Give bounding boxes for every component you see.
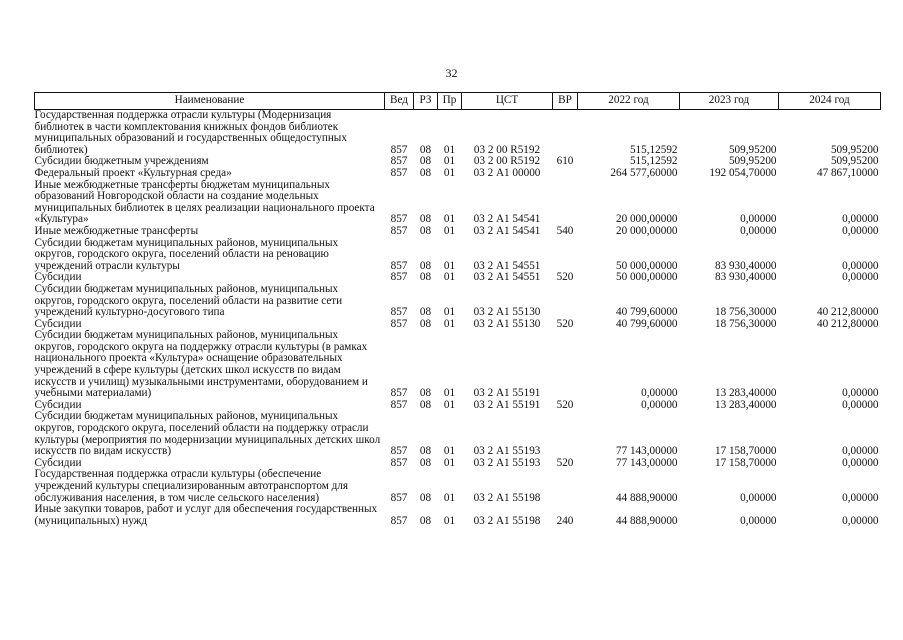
row-2024-cell: 0,00000 [842, 514, 879, 527]
row-name-cell: Субсидии [34, 271, 82, 284]
row-pr-cell: 01 [443, 317, 456, 330]
table-row [35, 168, 881, 180]
row-name-cell: Субсидии бюджетам муниципальных районов, муниципальных округов, городского округа, поселений области на развитие сети учреждений культурно-досугового типа [34, 282, 343, 319]
row-name-cell: Федеральный проект «Культурная среда» [34, 166, 232, 179]
row-vr-cell: 240 [556, 514, 574, 527]
row-pr-cell: 01 [443, 456, 456, 469]
header-2024: 2024 год [779, 93, 881, 110]
row-ved-cell: 857 [390, 445, 408, 458]
row-2022-cell: 40 799,60000 [615, 317, 678, 330]
row-2024-cell: 0,00000 [842, 271, 879, 284]
row-2022-cell: 515,12592 [629, 155, 678, 168]
row-2022-cell: 77 143,00000 [615, 456, 678, 469]
header-ved: Вед [385, 93, 414, 110]
row-2023-cell: 18 756,30000 [714, 317, 777, 330]
row-2022-cell: 50 000,00000 [615, 259, 678, 272]
row-2022-cell: 0,00000 [641, 398, 678, 411]
row-cst-cell: 03 2 А1 54551 [473, 271, 541, 284]
row-2024-cell: 0,00000 [842, 213, 879, 226]
row-ved-cell: 857 [390, 155, 408, 168]
row-2022-cell: 40 799,60000 [615, 306, 678, 319]
table-row [35, 226, 881, 238]
row-2024-cell: 509,95200 [830, 143, 879, 156]
header-cst: ЦСТ [462, 93, 553, 110]
row-ved-cell: 857 [390, 224, 408, 237]
header-2022: 2022 год [578, 93, 680, 110]
table-row [35, 330, 881, 400]
row-ved-cell: 857 [390, 514, 408, 527]
row-2023-cell: 13 283,40000 [714, 387, 777, 400]
table-row [35, 411, 881, 457]
row-2022-cell: 44 888,90000 [615, 514, 678, 527]
row-2024-cell: 509,95200 [830, 155, 879, 168]
row-rz-cell: 08 [419, 271, 432, 284]
row-2023-cell: 509,95200 [728, 155, 777, 168]
row-vr-cell: 540 [556, 224, 574, 237]
row-2022-cell: 77 143,00000 [615, 445, 678, 458]
row-ved-cell: 857 [390, 491, 408, 504]
header-name: Наименование [35, 93, 385, 110]
row-2024-cell: 40 212,80000 [816, 317, 879, 330]
row-vr-cell: 610 [556, 155, 574, 168]
header-pr: Пр [438, 93, 462, 110]
row-pr-cell: 01 [443, 514, 456, 527]
row-pr-cell: 01 [443, 398, 456, 411]
row-ved-cell: 857 [390, 317, 408, 330]
row-ved-cell: 857 [390, 456, 408, 469]
row-cst-cell: 03 2 А1 54551 [473, 259, 541, 272]
header-2023: 2023 год [680, 93, 779, 110]
row-2022-cell: 44 888,90000 [615, 491, 678, 504]
row-rz-cell: 08 [419, 491, 432, 504]
row-pr-cell: 01 [443, 306, 456, 319]
row-cst-cell: 03 2 А1 55198 [473, 491, 541, 504]
row-ved-cell: 857 [390, 271, 408, 284]
row-ved-cell: 857 [390, 259, 408, 272]
row-ved-cell: 857 [390, 398, 408, 411]
budget-table [34, 92, 881, 527]
row-rz-cell: 08 [419, 213, 432, 226]
row-pr-cell: 01 [443, 224, 456, 237]
row-cst-cell: 03 2 А1 54541 [473, 224, 541, 237]
row-ved-cell: 857 [390, 306, 408, 319]
row-cst-cell: 03 2 А1 00000 [473, 166, 541, 179]
row-cst-cell: 03 2 А1 55193 [473, 456, 541, 469]
row-2023-cell: 0,00000 [740, 514, 777, 527]
row-vr-cell: 520 [556, 317, 574, 330]
row-pr-cell: 01 [443, 166, 456, 179]
row-cst-cell: 03 2 А1 55130 [473, 317, 541, 330]
row-cst-cell: 03 2 00 R5192 [473, 143, 541, 156]
row-2022-cell: 20 000,00000 [615, 213, 678, 226]
row-rz-cell: 08 [419, 514, 432, 527]
row-2024-cell: 0,00000 [842, 491, 879, 504]
row-ved-cell: 857 [390, 213, 408, 226]
table-row [35, 469, 881, 504]
row-vr-cell [553, 330, 578, 400]
table-row [35, 110, 881, 157]
row-name-cell: Субсидии бюджетам муниципальных районов, муниципальных округов, городского округа, поселений области на поддержку отрасли культуры (мероприятия по модернизации муниципальных детских школ искусств по видам искусств) [34, 410, 381, 458]
row-vr-cell [553, 469, 578, 504]
row-2024-cell: 0,00000 [842, 398, 879, 411]
row-2023-cell: 0,00000 [740, 224, 777, 237]
row-ved-cell: 857 [390, 143, 408, 156]
table-header-row [35, 93, 881, 110]
row-name-cell: Иные межбюджетные трансферты [34, 224, 199, 237]
row-name-cell: Государственная поддержка отрасли культуры (обеспечение учреждений культуры специализированным автотранспортом для обслуживания населения, в том числе сельского населения) [34, 468, 349, 504]
row-2023-cell: 192 054,70000 [709, 166, 777, 179]
row-2022-cell: 20 000,00000 [615, 224, 678, 237]
row-2024-cell: 0,00000 [842, 259, 879, 272]
row-name-cell: Субсидии [34, 398, 82, 411]
row-rz-cell: 08 [419, 456, 432, 469]
row-rz-cell: 08 [419, 224, 432, 237]
row-2023-cell: 0,00000 [740, 213, 777, 226]
row-vr-cell [553, 180, 578, 226]
table-row [35, 238, 881, 273]
row-name-cell: Субсидии [34, 317, 82, 330]
row-2023-cell: 509,95200 [728, 143, 777, 156]
row-2022-cell: 264 577,60000 [610, 166, 678, 179]
row-2023-cell: 83 930,40000 [714, 271, 777, 284]
row-name-cell: Субсидии бюджетам муниципальных районов, муниципальных округов, городского округа на поддержку отрасли культуры (в рамках национального проекта «Культура» оснащение образовательных учреждений в сфере культуры (детских школ искусств по видам искусств и училищ) музыкальными инструментами, оборудованием и учебными материалами) [34, 329, 368, 400]
row-rz-cell: 08 [419, 317, 432, 330]
row-2023-cell: 13 283,40000 [714, 398, 777, 411]
row-cst-cell: 03 2 А1 55198 [473, 514, 541, 527]
row-vr-cell [553, 411, 578, 457]
row-2023-cell: 17 158,70000 [714, 445, 777, 458]
row-2023-cell: 18 756,30000 [714, 306, 777, 319]
row-vr-cell [553, 238, 578, 273]
row-name-cell: Субсидии [34, 456, 82, 469]
table-row [35, 284, 881, 319]
row-2024-cell: 0,00000 [842, 456, 879, 469]
row-cst-cell: 03 2 А1 55191 [473, 398, 541, 411]
row-vr-cell [553, 168, 578, 180]
row-2022-cell: 50 000,00000 [615, 271, 678, 284]
row-name-cell: Иные межбюджетные трансферты бюджетам муниципальных образований Новгородской области на создание модельных муниципальных библиотек в целях реализации национального проекта «Культура» [34, 178, 375, 226]
row-rz-cell: 08 [419, 143, 432, 156]
row-2024-cell: 0,00000 [842, 387, 879, 400]
row-pr-cell: 01 [443, 445, 456, 458]
row-name-cell: Иные закупки товаров, работ и услуг для обеспечения государственных (муниципальных) нужд [34, 503, 378, 527]
row-2024-cell: 40 212,80000 [816, 306, 879, 319]
row-2022-cell: 0,00000 [641, 387, 678, 400]
row-rz-cell: 08 [419, 155, 432, 168]
row-ved-cell: 857 [390, 166, 408, 179]
row-2024-cell: 0,00000 [842, 445, 879, 458]
row-vr-cell [553, 110, 578, 157]
row-pr-cell: 01 [443, 143, 456, 156]
row-2022-cell: 515,12592 [629, 143, 678, 156]
row-name-cell: Субсидии бюджетным учреждениям [34, 155, 209, 168]
row-rz-cell: 08 [419, 387, 432, 400]
row-ved-cell: 857 [390, 387, 408, 400]
row-vr-cell: 520 [556, 271, 574, 284]
row-name-cell: Субсидии бюджетам муниципальных районов, муниципальных округов, городского округа, поселений области на реновацию учреждений отрасли культуры [34, 236, 339, 272]
row-pr-cell: 01 [443, 387, 456, 400]
row-vr-cell: 520 [556, 398, 574, 411]
row-2023-cell: 0,00000 [740, 491, 777, 504]
row-pr-cell: 01 [443, 491, 456, 504]
row-pr-cell: 01 [443, 259, 456, 272]
row-cst-cell: 03 2 А1 55191 [473, 387, 541, 400]
row-pr-cell: 01 [443, 213, 456, 226]
table-row [35, 504, 881, 527]
header-vr: ВР [553, 93, 578, 110]
row-2024-cell: 0,00000 [842, 224, 879, 237]
row-cst-cell: 03 2 А1 54541 [473, 213, 541, 226]
header-rz: РЗ [414, 93, 438, 110]
row-name-cell: Государственная поддержка отрасли культуры (Модернизация библиотек в части комплектования книжных фондов библиотек муниципальных образований и государственных общедоступных библиотек) [34, 109, 347, 156]
row-pr-cell: 01 [443, 155, 456, 168]
row-cst-cell: 03 2 00 R5192 [473, 155, 541, 168]
row-rz-cell: 08 [419, 398, 432, 411]
row-rz-cell: 08 [419, 306, 432, 319]
page-number: 32 [445, 66, 458, 80]
row-2024-cell: 47 867,10000 [816, 166, 879, 179]
table-row [35, 180, 881, 226]
row-pr-cell: 01 [443, 271, 456, 284]
row-rz-cell: 08 [419, 445, 432, 458]
row-rz-cell: 08 [419, 259, 432, 272]
row-vr-cell [553, 284, 578, 319]
row-2023-cell: 83 930,40000 [714, 259, 777, 272]
row-rz-cell: 08 [419, 166, 432, 179]
row-cst-cell: 03 2 А1 55193 [473, 445, 541, 458]
row-2023-cell: 17 158,70000 [714, 456, 777, 469]
row-cst-cell: 03 2 А1 55130 [473, 306, 541, 319]
row-vr-cell: 520 [556, 456, 574, 469]
